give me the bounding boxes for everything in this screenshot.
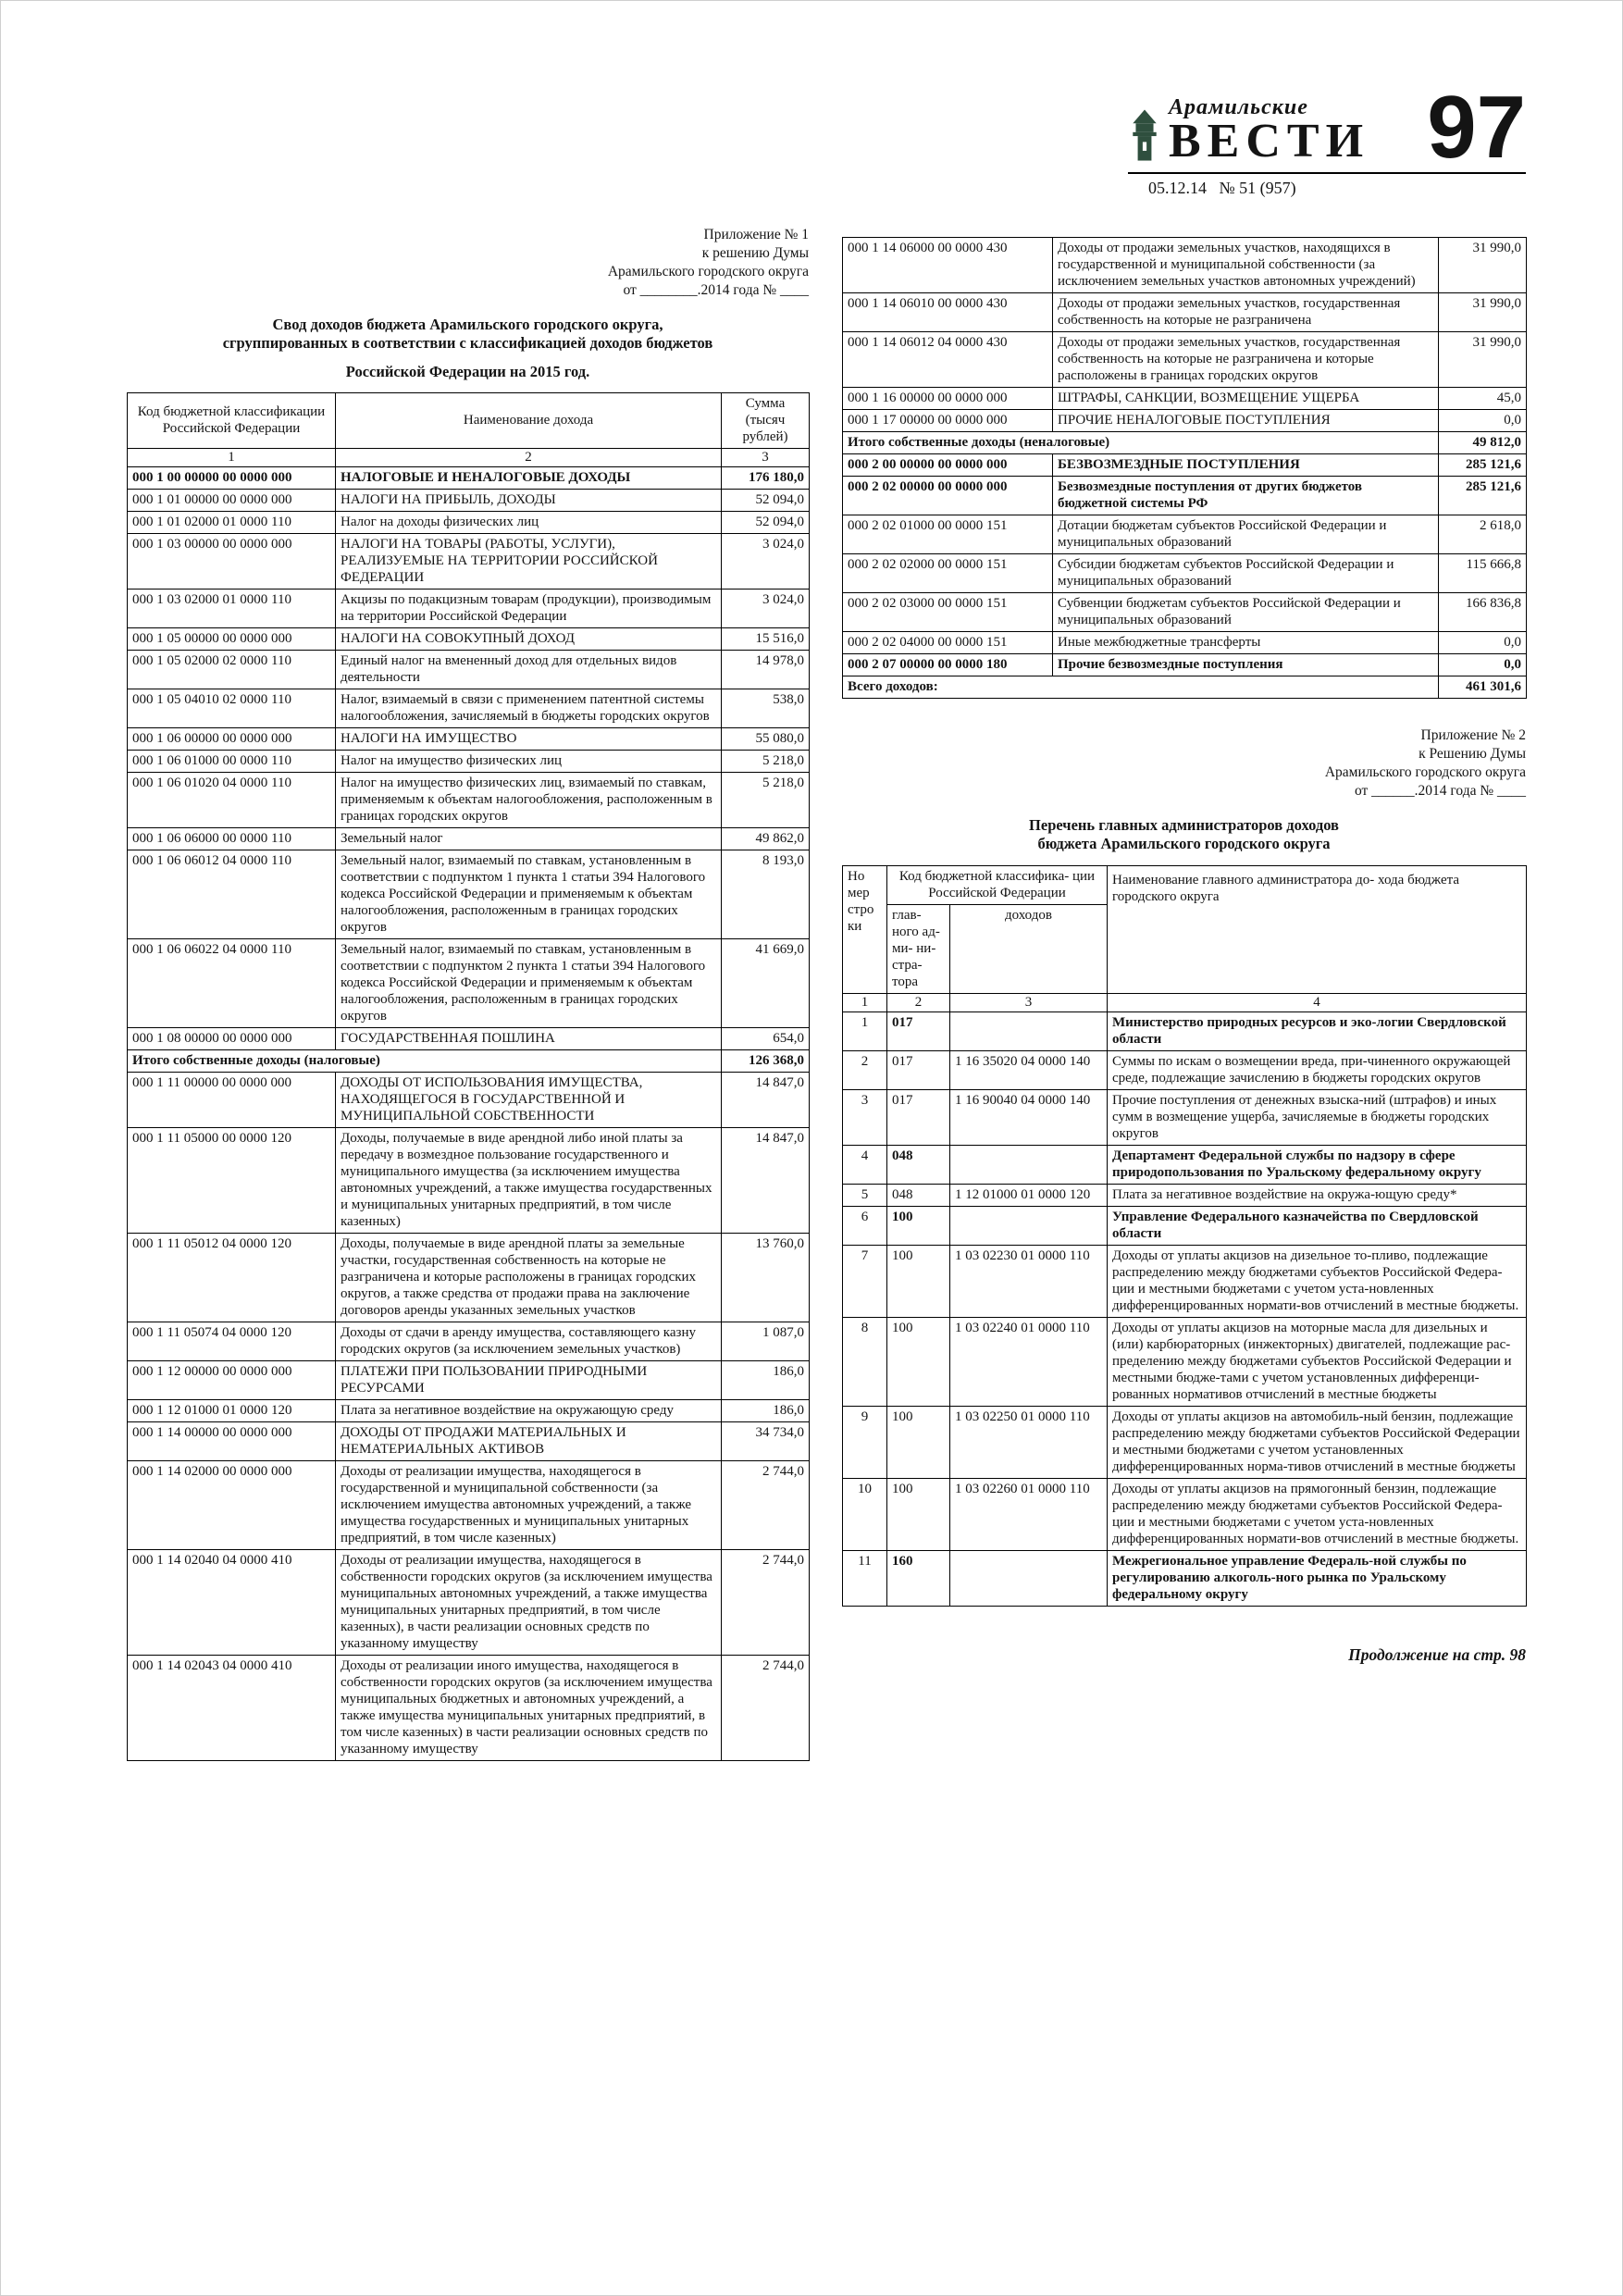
table-row xyxy=(843,238,1527,293)
table-row xyxy=(843,1245,1527,1317)
table-row xyxy=(128,1656,810,1761)
cell-admin: 100 xyxy=(887,1478,950,1550)
appendix1-title xyxy=(127,316,809,382)
cell-code: 000 2 02 00000 00 0000 000 xyxy=(843,477,1053,515)
cell-sum: 166 836,8 xyxy=(1439,593,1527,632)
cell-name2: Межрегиональное управление Федераль-ной службы по регулированию алкоголь-ного рынка по Уральскому федеральному округу xyxy=(1108,1550,1527,1606)
cell-name2: Плата за негативное воздействие на окружа-ющую среду* xyxy=(1108,1184,1527,1206)
table-row xyxy=(843,293,1527,332)
cell-code2: 1 12 01000 01 0000 120 xyxy=(950,1184,1108,1206)
appendix1-title-line: Российской Федерации на 2015 год. xyxy=(345,362,590,380)
table-row xyxy=(843,332,1527,388)
cell-sum: 1 087,0 xyxy=(722,1322,810,1361)
cell-code2 xyxy=(950,1550,1108,1606)
appendix1-ref-line: Приложение № 1 xyxy=(703,227,809,242)
cell-code2: 1 03 02250 01 0000 110 xyxy=(950,1406,1108,1478)
cell-name2: Департамент Федеральной службы по надзору в сфере природопользования по Уральскому федеральному округу xyxy=(1108,1145,1527,1184)
cell-num: 6 xyxy=(843,1206,887,1245)
table-row xyxy=(843,554,1527,593)
cell-name2: Доходы от уплаты акцизов на дизельное то-пливо, подлежащие распределению между бюджетами субъектов Российской Федера-ции и местными бюджетами с учетом уста-новленных дифференцированных нормати-вов отчислений в местные бюджеты. xyxy=(1108,1245,1527,1317)
appendix2-ref-line: к Решению Думы xyxy=(1419,746,1526,763)
table-row xyxy=(128,689,810,728)
appendix2-block xyxy=(842,726,1526,854)
cell-code: 000 1 14 00000 00 0000 000 xyxy=(128,1422,336,1461)
cell-name: НАЛОГОВЫЕ И НЕНАЛОГОВЫЕ ДОХОДЫ xyxy=(336,467,722,490)
cell-num: 9 xyxy=(843,1406,887,1478)
cell-sum: 0,0 xyxy=(1439,410,1527,432)
page-number: 97 xyxy=(1427,78,1526,177)
table-row xyxy=(843,432,1527,454)
header-sum: Сумма (тысяч рублей) xyxy=(722,393,810,449)
cell-sum: 285 121,6 xyxy=(1439,454,1527,477)
table-row xyxy=(128,1361,810,1400)
table-row xyxy=(843,1478,1527,1550)
table-row xyxy=(128,751,810,773)
cell-code: 000 1 05 00000 00 0000 000 xyxy=(128,628,336,651)
numbering-cell: 4 xyxy=(1108,993,1527,1011)
cell-name2: Доходы от уплаты акцизов на моторные масла для дизельных и (или) карбюраторных (инжекторных) двигателей, подлежащие рас-пределению между бюджетами субъектов Российской Федерации и местными бюдже-тами с учетом установленных дифференци-рованных нормативов отчислений в местные бюджеты xyxy=(1108,1317,1527,1406)
cell-admin: 017 xyxy=(887,1011,950,1050)
cell-code2: 1 16 90040 04 0000 140 xyxy=(950,1089,1108,1145)
table-row xyxy=(128,828,810,850)
cell-name: Доходы от сдачи в аренду имущества, составляющего казну городских округов (за исключением земельных участков) xyxy=(336,1322,722,1361)
cell-sum: 186,0 xyxy=(722,1400,810,1422)
cell-code: 000 1 14 06012 04 0000 430 xyxy=(843,332,1053,388)
numbering-cell: 1 xyxy=(843,993,887,1011)
cell-admin: 160 xyxy=(887,1550,950,1606)
table-row xyxy=(128,1128,810,1234)
cell-sum: 186,0 xyxy=(722,1361,810,1400)
cell-sum: 176 180,0 xyxy=(722,467,810,490)
appendix1-title-line: сгруппированных в соответствии с классификацией доходов бюджетов xyxy=(222,334,713,353)
cell-code: 000 1 12 01000 01 0000 120 xyxy=(128,1400,336,1422)
table-row xyxy=(128,850,810,939)
cell-name2: Прочие поступления от денежных взыска-ний (штрафов) и иных сумм в возмещение ущерба, зачисляемые в бюджеты городских округов xyxy=(1108,1089,1527,1145)
appendix2-title-line: бюджета Арамильского городского округа xyxy=(1037,835,1331,853)
table-row xyxy=(843,1011,1527,1050)
cell-admin: 017 xyxy=(887,1089,950,1145)
table-row xyxy=(128,1422,810,1461)
cell-num: 7 xyxy=(843,1245,887,1317)
issue-line: 05.12.14 № 51 (957) xyxy=(1148,178,1296,197)
cell-name2: Министерство природных ресурсов и эко-логии Свердловской области xyxy=(1108,1011,1527,1050)
cell-name: Доходы от продажи земельных участков, находящихся в государственной и муниципальной собственности (за исключением земельных участков автономных учреждений) xyxy=(1053,238,1439,293)
header-admin-name: Наименование главного администратора до- хода бюджета городского округа xyxy=(1108,865,1527,993)
cell-sum: 654,0 xyxy=(722,1028,810,1050)
cell-name: Налог на доходы физических лиц xyxy=(336,512,722,534)
cell-code: 000 1 05 02000 02 0000 110 xyxy=(128,651,336,689)
cell-code: 000 1 11 05074 04 0000 120 xyxy=(128,1322,336,1361)
table-row xyxy=(843,477,1527,515)
table-row xyxy=(843,632,1527,654)
cell-num: 8 xyxy=(843,1317,887,1406)
cell-sum: 31 990,0 xyxy=(1439,332,1527,388)
cell-sum: 14 847,0 xyxy=(722,1073,810,1128)
table-row xyxy=(843,1184,1527,1206)
cell-code: 000 1 03 00000 00 0000 000 xyxy=(128,534,336,590)
cell-code: 000 1 01 00000 00 0000 000 xyxy=(128,490,336,512)
cell-num: 11 xyxy=(843,1550,887,1606)
cell-code: 000 2 02 04000 00 0000 151 xyxy=(843,632,1053,654)
table-row xyxy=(128,1550,810,1656)
cell-code2 xyxy=(950,1206,1108,1245)
table-row xyxy=(843,654,1527,676)
left-column xyxy=(127,226,809,1761)
cell-name: ПРОЧИЕ НЕНАЛОГОВЫЕ ПОСТУПЛЕНИЯ xyxy=(1053,410,1439,432)
cell-label: Итого собственные доходы (налоговые) xyxy=(128,1050,722,1073)
cell-name: Иные межбюджетные трансферты xyxy=(1053,632,1439,654)
header-incomes: доходов xyxy=(950,904,1108,993)
cell-code2: 1 03 02260 01 0000 110 xyxy=(950,1478,1108,1550)
appendix1-ref-line: Арамильского городского округа xyxy=(607,264,809,280)
cell-code: 000 1 17 00000 00 0000 000 xyxy=(843,410,1053,432)
table-row xyxy=(128,628,810,651)
cell-sum: 14 847,0 xyxy=(722,1128,810,1234)
cell-code2: 1 03 02230 01 0000 110 xyxy=(950,1245,1108,1317)
cell-name: Доходы от реализации иного имущества, находящегося в собственности городских округов (за исключением имущества муниципальных бюджетных и автономных учреждений, а также имущества муниципальных унитарных предприятий, в том числе казенных) в части реализации основных средств по указанному имуществу xyxy=(336,1656,722,1761)
cell-sum: 3 024,0 xyxy=(722,590,810,628)
cell-name: НАЛОГИ НА ПРИБЫЛЬ, ДОХОДЫ xyxy=(336,490,722,512)
cell-code: 000 1 06 06022 04 0000 110 xyxy=(128,939,336,1028)
table-row xyxy=(843,1550,1527,1606)
income-table-continuation xyxy=(842,237,1527,699)
table-row xyxy=(843,676,1527,699)
appendix1-ref-line: к решению Думы xyxy=(701,245,809,262)
cell-sum: 126 368,0 xyxy=(722,1050,810,1073)
cell-name: НАЛОГИ НА СОВОКУПНЫЙ ДОХОД xyxy=(336,628,722,651)
cell-name: Субсидии бюджетам субъектов Российской Федерации и муниципальных образований xyxy=(1053,554,1439,593)
cell-name: ДОХОДЫ ОТ ПРОДАЖИ МАТЕРИАЛЬНЫХ И НЕМАТЕРИАЛЬНЫХ АКТИВОВ xyxy=(336,1422,722,1461)
table-row xyxy=(843,515,1527,554)
cell-name: Налог на имущество физических лиц, взимаемый по ставкам, применяемым к объектам налогообложения, расположенным в границах городских округов xyxy=(336,773,722,828)
cell-name: НАЛОГИ НА ИМУЩЕСТВО xyxy=(336,728,722,751)
cell-code: 000 2 07 00000 00 0000 180 xyxy=(843,654,1053,676)
cell-name: Доходы от продажи земельных участков, государственная собственность на которые не разграничена и которые расположены в границах городских округов xyxy=(1053,332,1439,388)
brand-name-small: Арамильские xyxy=(1169,95,1308,120)
cell-code: 000 1 12 00000 00 0000 000 xyxy=(128,1361,336,1400)
table-header-row xyxy=(128,393,810,449)
header-code: Код бюджетной классификации Российской Федерации xyxy=(128,393,336,449)
numbering-cell: 2 xyxy=(336,449,722,467)
cell-code: 000 2 02 02000 00 0000 151 xyxy=(843,554,1053,593)
appendix1-ref-line: от ________.2014 года № ____ xyxy=(623,282,809,299)
table-row xyxy=(128,512,810,534)
cell-name2: Доходы от уплаты акцизов на прямогонный бензин, подлежащие распределению между бюджетами субъектов Российской Федера-ции и местными бюджетами с учетом уста-новленных дифференцированных нормати-вов отчислений в местные бюджеты. xyxy=(1108,1478,1527,1550)
cell-sum: 2 744,0 xyxy=(722,1656,810,1761)
table-row xyxy=(128,1400,810,1422)
header-name: Наименование дохода xyxy=(336,393,722,449)
cell-name: Прочие безвозмездные поступления xyxy=(1053,654,1439,676)
masthead-top xyxy=(1128,78,1526,177)
cell-code: 000 2 02 03000 00 0000 151 xyxy=(843,593,1053,632)
table-row xyxy=(843,1145,1527,1184)
cell-code2: 1 16 35020 04 0000 140 xyxy=(950,1050,1108,1089)
table-row xyxy=(843,593,1527,632)
cell-name: ШТРАФЫ, САНКЦИИ, ВОЗМЕЩЕНИЕ УЩЕРБА xyxy=(1053,388,1439,410)
cell-num: 3 xyxy=(843,1089,887,1145)
cell-name: Земельный налог, взимаемый по ставкам, установленным в соответствии с подпунктом 2 пункта 1 статьи 394 Налогового кодекса Российской Федерации и применяемым к объектам налогообложения, расположенным в границах городских округов xyxy=(336,939,722,1028)
appendix2-ref-line: Приложение № 2 xyxy=(1420,727,1526,743)
cell-sum: 5 218,0 xyxy=(722,773,810,828)
cell-code: 000 1 14 06010 00 0000 430 xyxy=(843,293,1053,332)
cell-name: Налог, взимаемый в связи с применением патентной системы налогообложения, зачисляемый в бюджеты городских округов xyxy=(336,689,722,728)
numbering-cell: 2 xyxy=(887,993,950,1011)
cell-sum: 5 218,0 xyxy=(722,751,810,773)
table-row xyxy=(128,490,810,512)
cell-sum: 15 516,0 xyxy=(722,628,810,651)
table-row xyxy=(128,939,810,1028)
cell-sum: 13 760,0 xyxy=(722,1234,810,1322)
cell-code: 000 2 02 01000 00 0000 151 xyxy=(843,515,1053,554)
table-row xyxy=(843,1050,1527,1089)
content-columns xyxy=(127,226,1526,1761)
masthead xyxy=(1128,78,1526,198)
appendix1-title-line: Свод доходов бюджета Арамильского городского округа, xyxy=(272,315,663,333)
cell-sum: 52 094,0 xyxy=(722,512,810,534)
table-row xyxy=(843,1317,1527,1406)
cell-name: Плата за негативное воздействие на окружающую среду xyxy=(336,1400,722,1422)
cell-sum: 45,0 xyxy=(1439,388,1527,410)
cell-name: Налог на имущество физических лиц xyxy=(336,751,722,773)
cell-name: ДОХОДЫ ОТ ИСПОЛЬЗОВАНИЯ ИМУЩЕСТВА, НАХОДЯЩЕГОСЯ В ГОСУДАРСТВЕННОЙ И МУНИЦИПАЛЬНОЙ СОБСТВЕННОСТИ xyxy=(336,1073,722,1128)
cell-name: Доходы, получаемые в виде арендной либо иной платы за передачу в возмездное пользование государственного и муниципального имущества (за исключением имущества автономных учреждений, а также имущества государственных и муниципальных унитарных предприятий, в том числе казенных) xyxy=(336,1128,722,1234)
cell-sum: 31 990,0 xyxy=(1439,293,1527,332)
cell-sum: 8 193,0 xyxy=(722,850,810,939)
cell-sum: 3 024,0 xyxy=(722,534,810,590)
cell-code: 000 1 11 05012 04 0000 120 xyxy=(128,1234,336,1322)
cell-sum: 461 301,6 xyxy=(1439,676,1527,699)
cell-name: Доходы от реализации имущества, находящегося в собственности городских округов (за исключением имущества муниципальных автономных учреждений, а также имущества муниципальных унитарных предприятий, в том числе казенных), в части реализации основных средств по указанному имуществу xyxy=(336,1550,722,1656)
table-row xyxy=(128,651,810,689)
table-row xyxy=(128,590,810,628)
table-row xyxy=(128,1028,810,1050)
cell-code: 000 1 06 00000 00 0000 000 xyxy=(128,728,336,751)
income-table-left xyxy=(127,392,810,1761)
cell-name: Доходы от реализации имущества, находящегося в государственной и муниципальной собственности (за исключением имущества автономных учреждений, а также имущества государственных и муниципальных унитарных предприятий, в том числе казенных) xyxy=(336,1461,722,1550)
table-row xyxy=(128,1073,810,1128)
cell-name: НАЛОГИ НА ТОВАРЫ (РАБОТЫ, УСЛУГИ), РЕАЛИЗУЕМЫЕ НА ТЕРРИТОРИИ РОССИЙСКОЙ ФЕДЕРАЦИИ xyxy=(336,534,722,590)
cell-sum: 14 978,0 xyxy=(722,651,810,689)
cell-name2: Доходы от уплаты акцизов на автомобиль-ный бензин, подлежащие распределению между бюджетами субъектов Российской Федерации и местными бюджетами с учетом установленных дифференцированных норма-тивов отчислений в местные бюджеты xyxy=(1108,1406,1527,1478)
numbering-row xyxy=(128,449,810,467)
table-row xyxy=(128,467,810,490)
cell-code: 000 1 16 00000 00 0000 000 xyxy=(843,388,1053,410)
cell-sum: 538,0 xyxy=(722,689,810,728)
cell-code: 000 1 05 04010 02 0000 110 xyxy=(128,689,336,728)
tower-logo-icon xyxy=(1128,109,1161,165)
cell-name: ПЛАТЕЖИ ПРИ ПОЛЬЗОВАНИИ ПРИРОДНЫМИ РЕСУРСАМИ xyxy=(336,1361,722,1400)
table-row xyxy=(128,773,810,828)
cell-name: Земельный налог, взимаемый по ставкам, установленным в соответствии с подпунктом 1 пункта 1 статьи 394 Налогового кодекса Российской Федерации и применяемым к объектам налогообложения, расположенным в границах городских округов xyxy=(336,850,722,939)
numbering-cell: 1 xyxy=(128,449,336,467)
header-code-group: Код бюджетной классифика- ции Российской Федерации xyxy=(887,865,1108,904)
cell-code: 000 1 14 06000 00 0000 430 xyxy=(843,238,1053,293)
cell-num: 5 xyxy=(843,1184,887,1206)
cell-name: Субвенции бюджетам субъектов Российской Федерации и муниципальных образований xyxy=(1053,593,1439,632)
admins-table xyxy=(842,865,1527,1607)
cell-name: БЕЗВОЗМЕЗДНЫЕ ПОСТУПЛЕНИЯ xyxy=(1053,454,1439,477)
cell-code: 000 1 06 06000 00 0000 110 xyxy=(128,828,336,850)
cell-admin: 100 xyxy=(887,1317,950,1406)
cell-label: Итого собственные доходы (неналоговые) xyxy=(843,432,1439,454)
cell-sum: 34 734,0 xyxy=(722,1422,810,1461)
cell-code: 000 1 03 02000 01 0000 110 xyxy=(128,590,336,628)
appendix2-reference xyxy=(842,726,1526,801)
continuation-note: Продолжение на стр. 98 xyxy=(1348,1644,1526,1664)
cell-code: 000 1 11 00000 00 0000 000 xyxy=(128,1073,336,1128)
cell-name: Доходы, получаемые в виде арендной платы за земельные участки, государственная собственность на которые не разграничена и которые расположены в границах городских округов, а также средства от продажи права на заключение договоров аренды указанных земельных участков xyxy=(336,1234,722,1322)
cell-code: 000 1 14 02043 04 0000 410 xyxy=(128,1656,336,1761)
right-column xyxy=(842,226,1526,1665)
cell-sum: 41 669,0 xyxy=(722,939,810,1028)
cell-code: 000 1 14 02000 00 0000 000 xyxy=(128,1461,336,1550)
appendix2-title xyxy=(842,816,1526,854)
cell-name: Безвозмездные поступления от других бюджетов бюджетной системы РФ xyxy=(1053,477,1439,515)
cell-code: 000 1 01 02000 01 0000 110 xyxy=(128,512,336,534)
brand-text xyxy=(1169,95,1370,168)
cell-code: 000 1 00 00000 00 0000 000 xyxy=(128,467,336,490)
cell-code: 000 1 06 01000 00 0000 110 xyxy=(128,751,336,773)
cell-name: ГОСУДАРСТВЕННАЯ ПОШЛИНА xyxy=(336,1028,722,1050)
cell-code2: 1 03 02240 01 0000 110 xyxy=(950,1317,1108,1406)
cell-code: 000 1 06 01020 04 0000 110 xyxy=(128,773,336,828)
numbering-cell: 3 xyxy=(722,449,810,467)
table-row xyxy=(128,534,810,590)
table-row xyxy=(128,1050,810,1073)
cell-name: Единый налог на вмененный доход для отдельных видов деятельности xyxy=(336,651,722,689)
cell-name: Дотации бюджетам субъектов Российской Федерации и муниципальных образований xyxy=(1053,515,1439,554)
table-row xyxy=(843,1089,1527,1145)
cell-admin: 048 xyxy=(887,1145,950,1184)
cell-sum: 49 862,0 xyxy=(722,828,810,850)
cell-admin: 017 xyxy=(887,1050,950,1089)
table-row xyxy=(843,454,1527,477)
cell-sum: 0,0 xyxy=(1439,632,1527,654)
cell-code2 xyxy=(950,1011,1108,1050)
cell-code2 xyxy=(950,1145,1108,1184)
cell-code: 000 1 08 00000 00 0000 000 xyxy=(128,1028,336,1050)
brand-name-big: ВЕСТИ xyxy=(1169,115,1370,168)
numbering-cell: 3 xyxy=(950,993,1108,1011)
table-header-row xyxy=(843,865,1527,904)
cell-sum: 31 990,0 xyxy=(1439,238,1527,293)
table-row xyxy=(128,1461,810,1550)
appendix2-title-line: Перечень главных администраторов доходов xyxy=(1029,815,1339,834)
cell-sum: 55 080,0 xyxy=(722,728,810,751)
appendix2-ref-line: от ______.2014 года № ____ xyxy=(1354,783,1526,800)
cell-label: Всего доходов: xyxy=(843,676,1439,699)
cell-admin: 100 xyxy=(887,1245,950,1317)
cell-admin: 048 xyxy=(887,1184,950,1206)
header-row-number: Но мер стро ки xyxy=(843,865,887,993)
cell-num: 2 xyxy=(843,1050,887,1089)
table-row xyxy=(128,1322,810,1361)
cell-name: Акцизы по подакцизным товарам (продукции), производимым на территории Российской Федерации xyxy=(336,590,722,628)
cell-admin: 100 xyxy=(887,1206,950,1245)
cell-sum: 2 744,0 xyxy=(722,1461,810,1550)
table-row xyxy=(128,1234,810,1322)
cell-sum: 49 812,0 xyxy=(1439,432,1527,454)
table-row xyxy=(128,728,810,751)
header-administrator: глав- ного ад- ми- ни- стра- тора xyxy=(887,904,950,993)
cell-code: 000 2 00 00000 00 0000 000 xyxy=(843,454,1053,477)
table-row xyxy=(843,1206,1527,1245)
cell-num: 10 xyxy=(843,1478,887,1550)
cell-name: Земельный налог xyxy=(336,828,722,850)
brand-logo xyxy=(1128,95,1370,168)
table-row xyxy=(843,1406,1527,1478)
cell-code: 000 1 06 06012 04 0000 110 xyxy=(128,850,336,939)
table-row xyxy=(843,388,1527,410)
cell-name2: Управление Федерального казначейства по Свердловской области xyxy=(1108,1206,1527,1245)
numbering-row xyxy=(843,993,1527,1011)
appendix1-reference xyxy=(127,226,809,301)
table-row xyxy=(843,410,1527,432)
cell-num: 4 xyxy=(843,1145,887,1184)
cell-sum: 115 666,8 xyxy=(1439,554,1527,593)
cell-sum: 2 618,0 xyxy=(1439,515,1527,554)
cell-sum: 2 744,0 xyxy=(722,1550,810,1656)
cell-sum: 0,0 xyxy=(1439,654,1527,676)
cell-name: Доходы от продажи земельных участков, государственная собственность на которые не разграничена xyxy=(1053,293,1439,332)
cell-sum: 285 121,6 xyxy=(1439,477,1527,515)
cell-code: 000 1 14 02040 04 0000 410 xyxy=(128,1550,336,1656)
cell-sum: 52 094,0 xyxy=(722,490,810,512)
cell-code: 000 1 11 05000 00 0000 120 xyxy=(128,1128,336,1234)
appendix2-ref-line: Арамильского городского округа xyxy=(1324,764,1526,781)
cell-num: 1 xyxy=(843,1011,887,1050)
cell-admin: 100 xyxy=(887,1406,950,1478)
cell-name2: Суммы по искам о возмещении вреда, при-чиненного окружающей среде, подлежащие зачислению в бюджеты городских округов xyxy=(1108,1050,1527,1089)
